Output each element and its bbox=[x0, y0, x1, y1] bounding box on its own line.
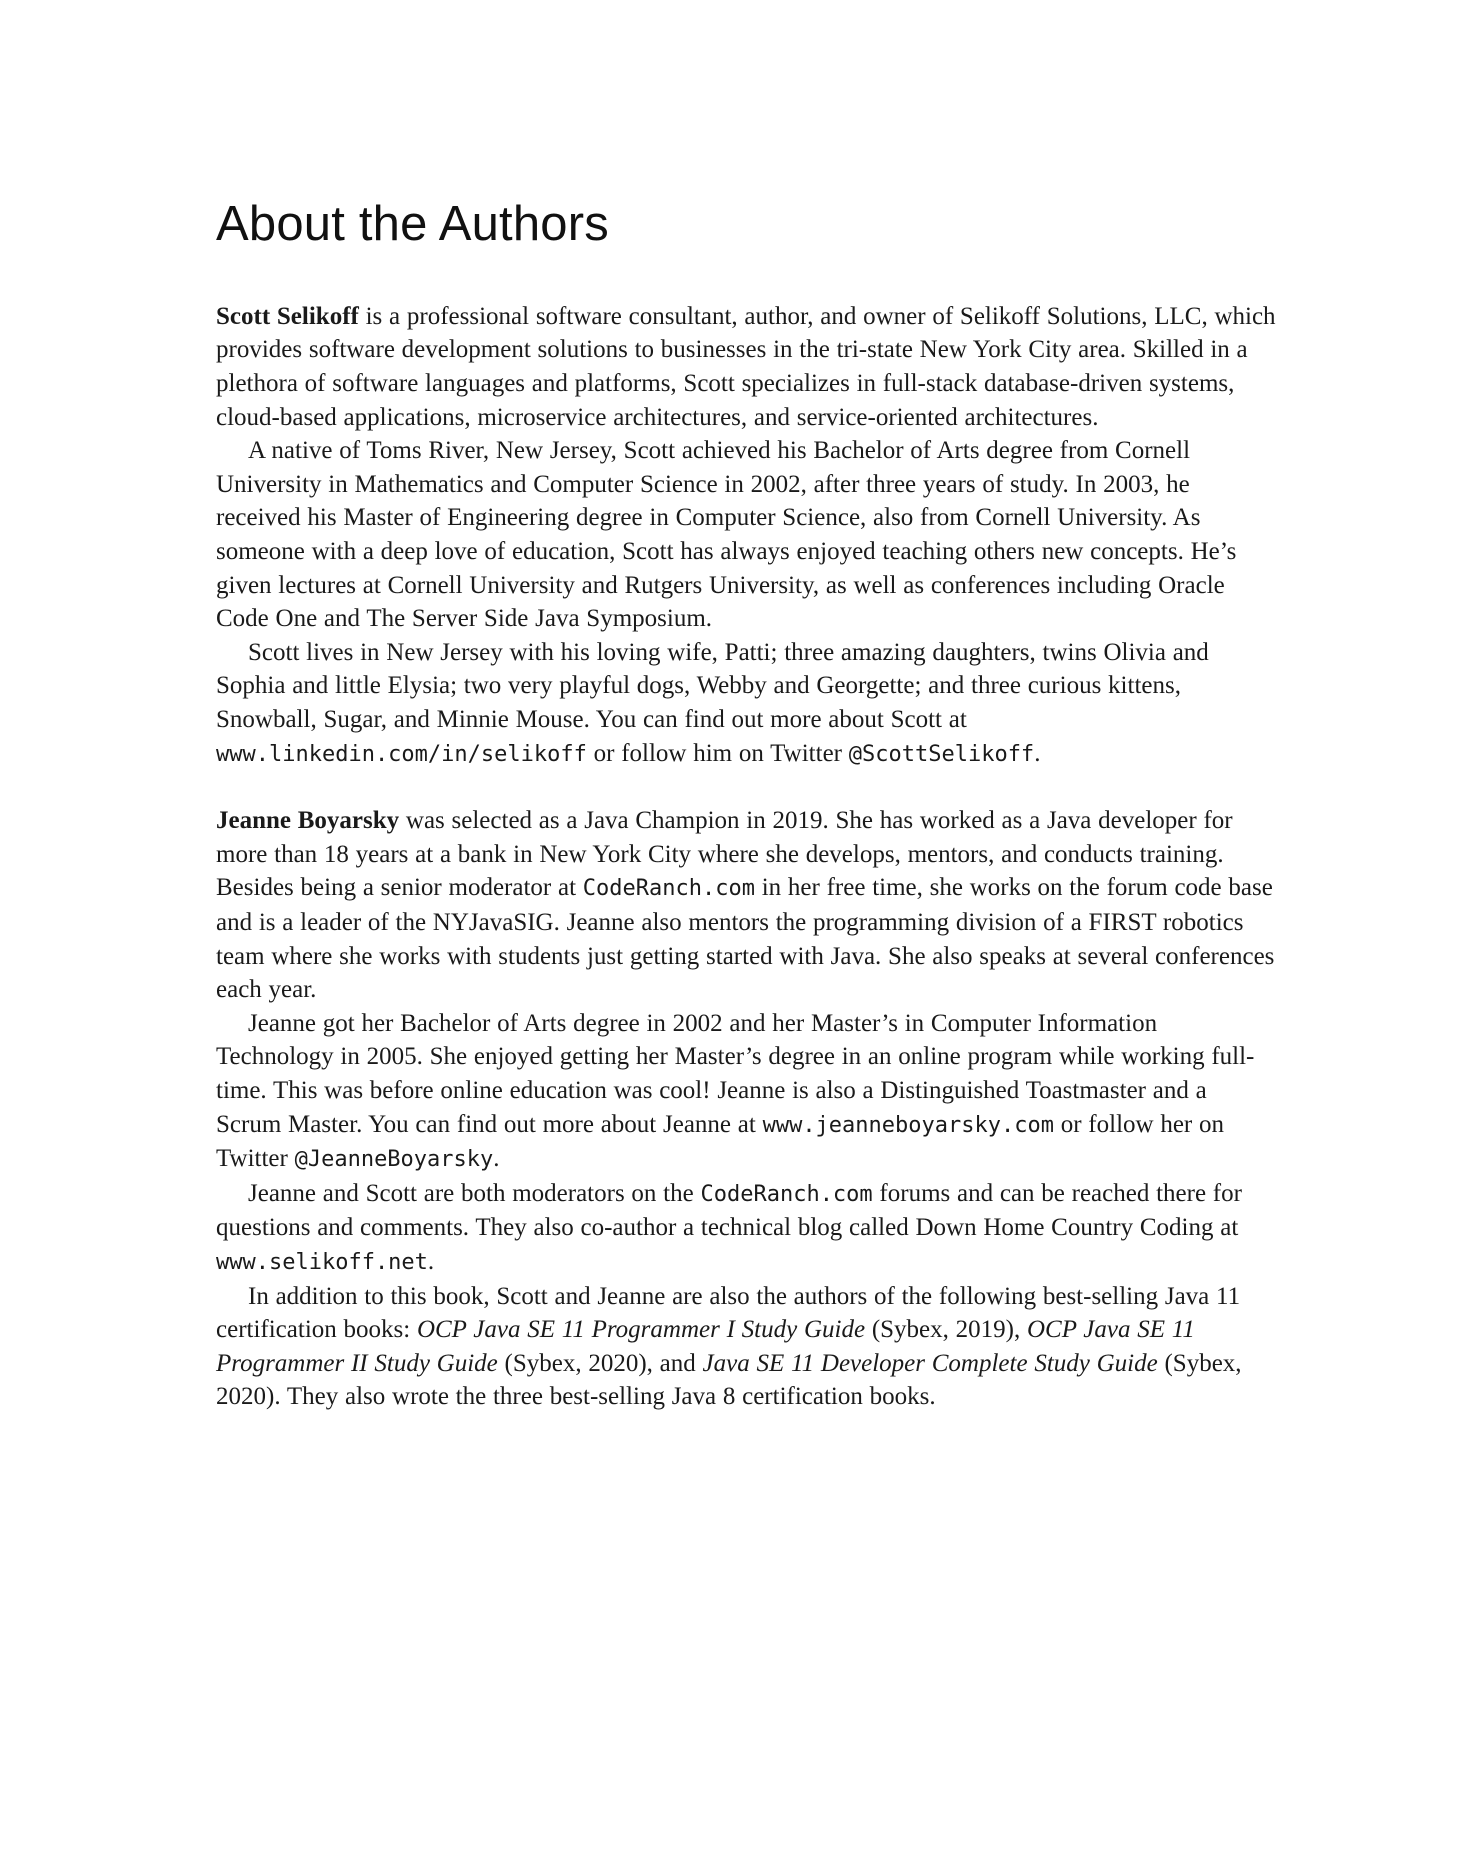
scott-bio-text: or follow him on Twitter bbox=[586, 739, 849, 767]
blog-url: www.selikoff.net bbox=[216, 1249, 428, 1275]
jeanne-bio-paragraph-1 bbox=[216, 804, 1276, 1007]
coderanch-url: CodeRanch.com bbox=[582, 876, 755, 902]
joint-text: (Sybex, 2020). They also wrote the three best-selling Java 8 certification books. bbox=[216, 1349, 1242, 1411]
page-content bbox=[216, 198, 1276, 1414]
author-name-scott: Scott Selikoff bbox=[216, 302, 359, 330]
scott-bio-paragraph-1 bbox=[216, 300, 1276, 434]
author-name-jeanne: Jeanne Boyarsky bbox=[216, 807, 400, 835]
jeanne-twitter-handle: @JeanneBoyarsky bbox=[294, 1147, 494, 1173]
joint-text: (Sybex, 2020), and bbox=[497, 1349, 703, 1377]
book-title-2: OCP Java SE 11 Programmer II Study Guide bbox=[216, 1316, 1195, 1377]
scott-bio-paragraph-3 bbox=[216, 636, 1276, 771]
scott-bio-text: Scott lives in New Jersey with his loving wife, Patti; three amazing daughters, twins Olivia and Sophia and little Elysia; two very playful dogs, Webby and Georgette; and three curious kittens, Snowball, Sugar, and Minnie Mouse. You can find out more about Scott at bbox=[216, 638, 1209, 734]
jeanne-bio-text: or follow her on Twitter bbox=[216, 1110, 1225, 1173]
scott-bio-paragraph-2: A native of Toms River, New Jersey, Scott achieved his Bachelor of Arts degree from Cornell University in Mathematics and Computer Science in 2002, after three years of study. In 2003, he received his Master of Engineering degree in Computer Science, also from Cornell University. As someone with a deep love of education, Scott has always enjoyed teaching others new concepts. He’s given lectures at Cornell University and Rutgers University, as well as conferences including Oracle Code One and The Server Side Java Symposium. bbox=[216, 437, 1237, 633]
jeanne-bio-text: was selected as a Java Champion in 2019. She has worked as a Java developer for more than 18 years at a bank in New York City where she develops, mentors, and conducts training. Besides being a senior moderator at bbox=[216, 807, 1233, 902]
joint-text: Jeanne and Scott are both moderators on the bbox=[248, 1179, 701, 1207]
scott-bio-text: is a professional software consultant, author, and owner of Selikoff Solutions, LLC, which provides software development solutions to businesses in the tri-state New York City area. Skilled in a plethora of software languages and platforms, Scott specializes in full-stack database-driven systems, cloud-based applications, microservice architectures, and service-oriented architectures. bbox=[216, 302, 1276, 431]
page-title: About the Authors bbox=[216, 197, 609, 251]
joint-text: In addition to this book, Scott and Jeanne are also the authors of the following best-selling Java 11 certification books: bbox=[216, 1282, 1241, 1344]
book-title-1: OCP Java SE 11 Programmer I Study Guide bbox=[416, 1316, 866, 1344]
book-title-3: Java SE 11 Developer Complete Study Guide bbox=[702, 1349, 1158, 1377]
jeanne-bio-text: Jeanne got her Bachelor of Arts degree in 2002 and her Master’s in Computer Information Technology in 2005. She enjoyed getting her Master’s degree in an online program while working full-time. This was before online education was cool! Jeanne is also a Distinguished Toastmaster and a Scrum Master. You can find out more about Jeanne at bbox=[216, 1009, 1255, 1138]
joint-paragraph-2 bbox=[216, 1280, 1276, 1414]
scott-bio-text: . bbox=[1034, 739, 1041, 767]
jeanne-bio-text: . bbox=[493, 1145, 500, 1173]
coderanch-url: CodeRanch.com bbox=[700, 1181, 873, 1207]
jeanne-bio-paragraph-2 bbox=[216, 1007, 1276, 1177]
joint-text: . bbox=[427, 1247, 435, 1275]
joint-text: (Sybex, 2019), bbox=[865, 1316, 1027, 1344]
jeanne-website-url: www.jeanneboyarsky.com bbox=[762, 1112, 1054, 1138]
joint-paragraph-1 bbox=[216, 1177, 1276, 1280]
jeanne-bio-text: in her free time, she works on the forum code base and is a leader of the NYJavaSIG. Jeanne also mentors the programming division of a FIRST robotics team where she works with students just getting started with Java. She also speaks at several conferences each year. bbox=[216, 874, 1275, 1004]
joint-text: forums and can be reached there for questions and comments. They also co-author a technical blog called Down Home Country Coding at bbox=[216, 1179, 1242, 1242]
scott-twitter-handle: @ScottSelikoff bbox=[848, 741, 1035, 767]
scott-linkedin-url: www.linkedin.com/in/selikoff bbox=[216, 741, 587, 767]
